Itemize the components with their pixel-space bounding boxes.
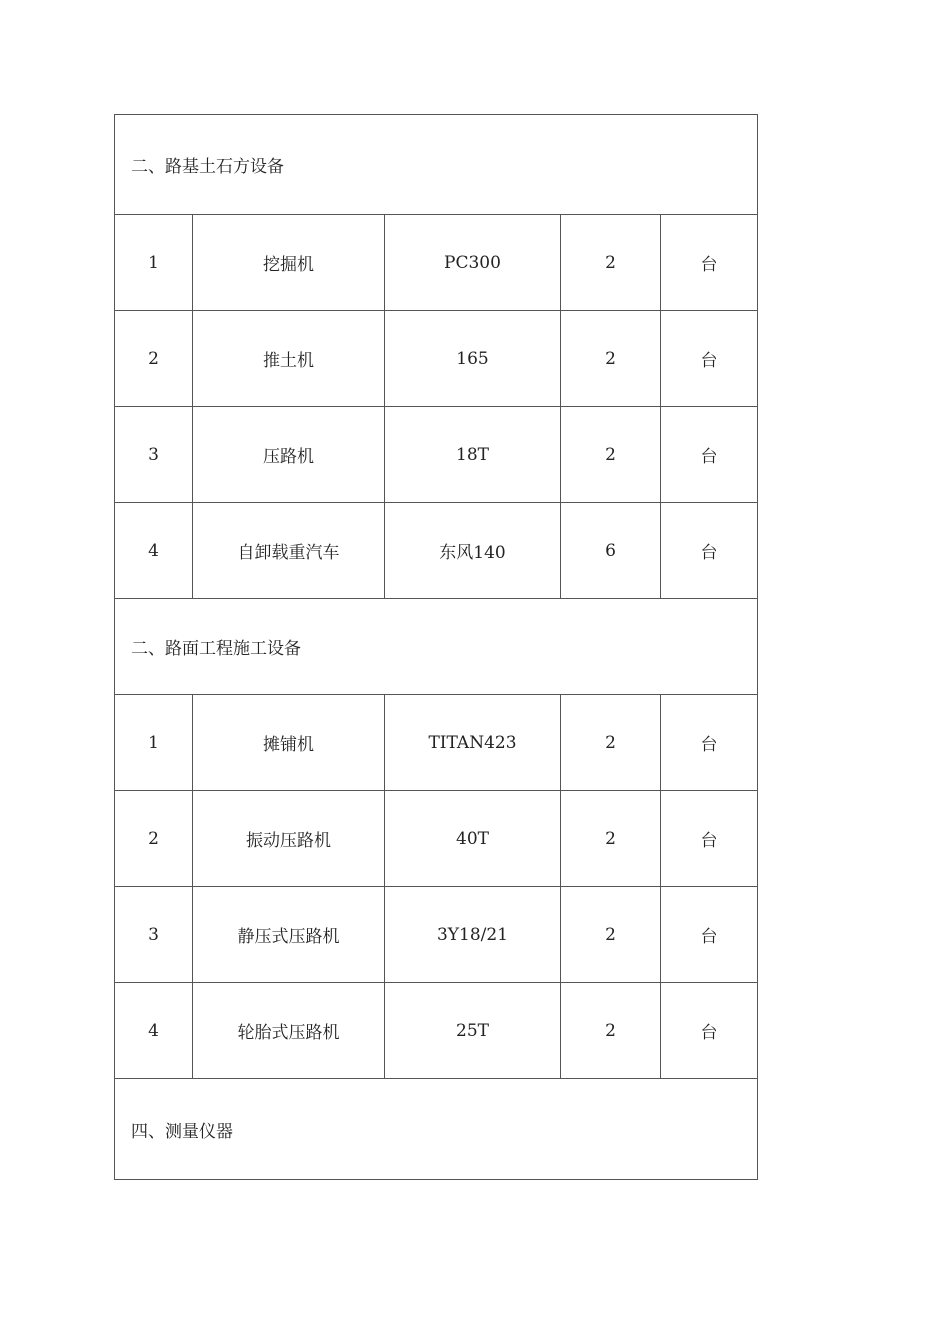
row-number: 1 — [115, 695, 193, 791]
equipment-name: 静压式压路机 — [193, 887, 385, 983]
equipment-name: 推土机 — [193, 311, 385, 407]
table-row — [115, 791, 758, 887]
section-header-row — [115, 1079, 758, 1180]
equipment-table — [114, 114, 758, 1180]
section-header-row — [115, 599, 758, 695]
equipment-model: PC300 — [385, 215, 561, 311]
table-row — [115, 887, 758, 983]
table-row — [115, 311, 758, 407]
equipment-quantity: 2 — [561, 407, 661, 503]
table-row — [115, 503, 758, 599]
section-header-row — [115, 115, 758, 215]
equipment-name: 轮胎式压路机 — [193, 983, 385, 1079]
equipment-model: 25T — [385, 983, 561, 1079]
row-number: 1 — [115, 215, 193, 311]
equipment-unit: 台 — [661, 311, 758, 407]
table-row — [115, 695, 758, 791]
table-row — [115, 983, 758, 1079]
equipment-quantity: 2 — [561, 791, 661, 887]
table-row — [115, 407, 758, 503]
equipment-quantity: 2 — [561, 983, 661, 1079]
equipment-unit: 台 — [661, 887, 758, 983]
row-number: 2 — [115, 311, 193, 407]
section-title: 四、测量仪器 — [115, 1079, 758, 1180]
row-number: 2 — [115, 791, 193, 887]
equipment-name: 振动压路机 — [193, 791, 385, 887]
row-number: 4 — [115, 503, 193, 599]
equipment-model: TITAN423 — [385, 695, 561, 791]
table-row — [115, 215, 758, 311]
row-number: 3 — [115, 407, 193, 503]
equipment-name: 压路机 — [193, 407, 385, 503]
equipment-model: 40T — [385, 791, 561, 887]
row-number: 4 — [115, 983, 193, 1079]
row-number: 3 — [115, 887, 193, 983]
equipment-model: 东风140 — [385, 503, 561, 599]
equipment-model: 18T — [385, 407, 561, 503]
equipment-unit: 台 — [661, 407, 758, 503]
equipment-quantity: 2 — [561, 215, 661, 311]
section-title: 二、路基土石方设备 — [115, 115, 758, 215]
equipment-name: 自卸载重汽车 — [193, 503, 385, 599]
equipment-quantity: 6 — [561, 503, 661, 599]
equipment-unit: 台 — [661, 503, 758, 599]
equipment-model: 3Y18/21 — [385, 887, 561, 983]
equipment-name: 挖掘机 — [193, 215, 385, 311]
equipment-unit: 台 — [661, 215, 758, 311]
equipment-unit: 台 — [661, 983, 758, 1079]
equipment-quantity: 2 — [561, 695, 661, 791]
equipment-quantity: 2 — [561, 311, 661, 407]
section-title: 二、路面工程施工设备 — [115, 599, 758, 695]
equipment-quantity: 2 — [561, 887, 661, 983]
equipment-unit: 台 — [661, 695, 758, 791]
equipment-name: 摊铺机 — [193, 695, 385, 791]
equipment-unit: 台 — [661, 791, 758, 887]
equipment-model: 165 — [385, 311, 561, 407]
